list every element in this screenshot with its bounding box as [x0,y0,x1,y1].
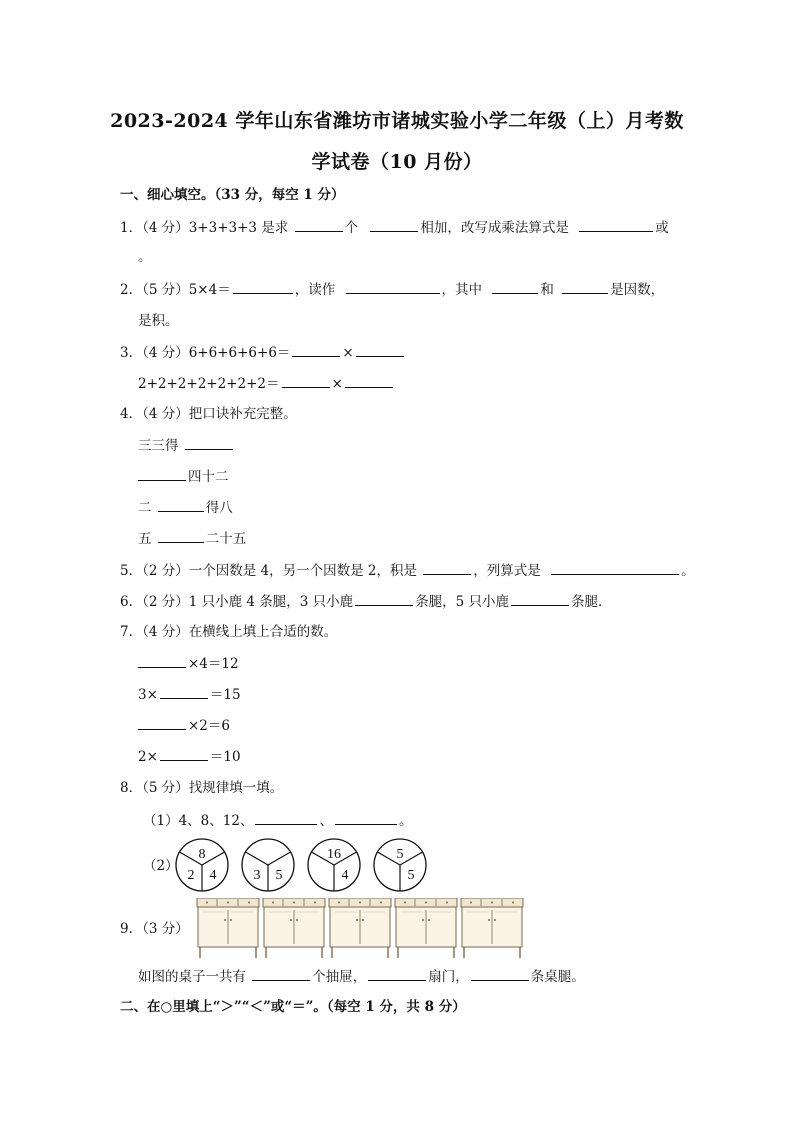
q9-text-a: 如图的桌子一共有 [138,969,246,985]
q2-text-b: ，读作 [294,282,336,298]
answer-blank[interactable] [158,529,204,543]
q7-item-d [138,747,241,766]
answer-blank[interactable] [511,592,569,606]
question-3 [120,343,406,362]
q2-text-a: 2．（5 分）5×4＝ [120,282,231,298]
q4-item-b [138,467,229,486]
circle-top-number: 16 [327,847,341,862]
answer-blank[interactable] [562,280,608,294]
circle-right-number: 5 [275,868,283,883]
q9-text-d: 条桌腿。 [530,969,585,985]
q2-text-c: ，其中 [441,282,483,298]
answer-blank[interactable] [579,218,653,232]
answer-blank[interactable] [551,561,679,575]
q8-text: 。 [398,813,413,829]
q2-text-d: 和 [540,282,554,298]
answer-blank[interactable] [185,436,233,450]
answer-blank[interactable] [346,280,440,294]
answer-blank[interactable] [295,218,343,232]
q9-text-c: 扇门， [428,969,469,985]
q7-text: ＝15 [209,687,241,703]
q7-text: ×2＝6 [188,718,230,734]
answer-blank[interactable] [233,280,293,294]
circle-right-number: 4 [341,868,349,883]
desk [197,898,259,958]
page-title: 2023-2024 学年山东省潍坊市诸城实验小学二年级（上）月考数 [110,110,684,132]
question-9-text [138,967,585,986]
q1-text-c: 相加，改写成乘法算式是 [420,220,569,236]
answer-blank[interactable] [492,280,538,294]
desk-row [195,898,529,960]
answer-blank[interactable] [282,374,330,388]
answer-blank[interactable] [423,561,471,575]
q4-text: 三三得 [138,438,179,454]
circle-right-number: 4 [209,868,217,883]
number-circle [373,838,425,890]
question-8: 8．（5 分）找规律填一填。 [120,780,284,796]
circle-top-number: 8 [198,847,206,862]
circle-top-number: 5 [396,847,404,862]
answer-blank[interactable] [355,592,413,606]
q4-text: 四十二 [188,469,229,485]
q9-text-b: 个抽屉， [312,969,367,985]
q4-text: 得八 [205,500,233,516]
answer-blank[interactable] [292,343,340,357]
desk [329,898,391,958]
answer-blank[interactable] [368,967,426,981]
question-2 [120,280,664,299]
answer-blank[interactable] [356,343,404,357]
q7-item-b [138,685,241,704]
number-circle [307,838,359,890]
number-circle [241,838,293,890]
question-6 [120,592,612,611]
question-3-line2 [138,374,395,393]
q3-text-b: 2+2+2+2+2+2+2＝ [138,376,280,392]
section-1-heading: 一、细心填空。（33 分，每空 1 分） [120,187,345,203]
q1-text-b: 个 [344,220,359,236]
desk [395,898,457,958]
q5-text-a: 5．（2 分）一个因数是 4，另一个因数是 2，积是 [120,563,417,579]
answer-blank[interactable] [138,654,186,668]
q7-text: 3× [138,687,158,703]
section-2-heading: 二、在○里填上“＞”“＜”或“＝”。（每空 1 分，共 8 分） [120,999,466,1015]
page-title-line2: 学试卷（10 月份） [311,151,483,173]
q4-text: 二十五 [205,531,247,547]
question-1 [120,218,669,237]
q3-text-a: 3．（4 分）6+6+6+6+6＝ [120,345,291,361]
times-sign: × [342,345,354,361]
question-1-cont: 。 [138,249,152,265]
q4-text: 二 [138,500,152,516]
q5-text-c: 。 [681,563,695,579]
q8-part-2-label: （2） [143,858,179,874]
q4-text: 五 [138,531,152,547]
q8-part-1 [143,811,412,830]
q6-text-b: 条腿，5 只小鹿 [415,594,510,610]
desk [461,898,523,958]
answer-blank[interactable] [138,716,186,730]
circle-left-number: 3 [253,868,261,883]
question-7: 7．（4 分）在横线上填上合适的数。 [120,624,338,640]
answer-blank[interactable] [345,374,393,388]
question-4: 4．（4 分）把口诀补充完整。 [120,406,297,422]
q7-item-a [138,654,239,673]
q1-text-a: 1．（4 分）3+3+3+3 是求 [120,220,289,236]
q7-text: 2× [138,749,158,765]
answer-blank[interactable] [252,967,310,981]
q4-item-a [138,436,235,455]
answer-blank[interactable] [160,747,208,761]
desk [263,898,325,958]
answer-blank[interactable] [255,811,317,825]
question-5 [120,561,695,580]
q4-item-c [138,498,233,517]
answer-blank[interactable] [160,685,208,699]
q2-text-e: 是因数， [610,282,665,298]
q1-text-d: 或 [655,220,669,236]
q7-text: ＝10 [209,749,241,765]
answer-blank[interactable] [471,967,529,981]
q5-text-b: ，列算式是 [473,563,541,579]
q7-item-c [138,716,230,735]
answer-blank[interactable] [335,811,397,825]
question-9: 9．（3 分） [120,921,189,937]
desk-illustration [195,898,529,964]
q6-text-a: 6．（2 分）1 只小鹿 4 条腿，3 只小鹿 [120,594,354,610]
q7-text: ×4＝12 [188,656,239,672]
q8-text: 、 [319,813,333,829]
q8-text: （1）4、8、12、 [143,813,254,829]
answer-blank[interactable] [370,218,418,232]
number-circle [175,838,227,890]
circle-left-number: 2 [187,868,195,883]
q4-item-d [138,529,246,548]
answer-blank[interactable] [138,467,186,481]
circle-right-number: 5 [407,868,415,883]
times-sign: × [331,376,343,392]
question-2-cont: 是积。 [138,313,179,329]
q6-text-c: 条腿． [571,594,612,610]
answer-blank[interactable] [158,498,204,512]
